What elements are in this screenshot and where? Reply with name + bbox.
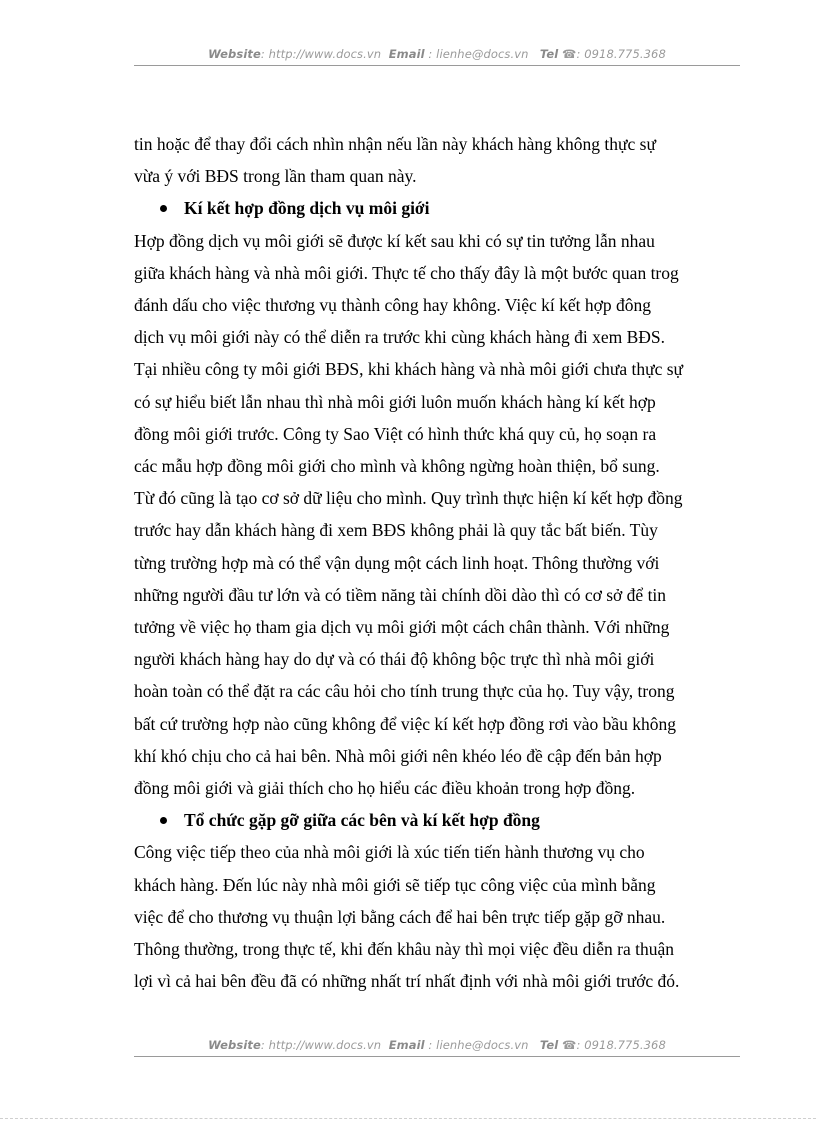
footer-email-value: : lienhe@docs.vn [424, 1038, 529, 1052]
text-line: khách hàng. Đến lúc này nhà môi giới sẽ tiếp tục công việc của mình bằng [134, 874, 656, 895]
section-paragraph-contract [134, 225, 740, 805]
text-line: việc để cho thương vụ thuận lợi bằng cách để hai bên trực tiếp gặp gỡ nhau. [134, 906, 666, 927]
text-line: có sự hiểu biết lẫn nhau thì nhà môi giới luôn muốn khách hàng kí kết hợp [134, 391, 656, 412]
header-website-label: Website [208, 47, 261, 61]
text-line: tưởng về việc họ tham gia dịch vụ môi giới một cách chân thành. Với những [134, 617, 670, 638]
text-line: dịch vụ môi giới này có thể diễn ra trước khi cùng khách hàng đi xem BĐS. [134, 327, 666, 348]
bullet-icon [160, 817, 167, 824]
document-body [134, 128, 740, 997]
bullet-icon [160, 205, 167, 212]
text-line: bất cứ trường hợp nào cũng không để việc kí kết hợp đồng rơi vào bầu không [134, 713, 676, 734]
heading-text: Tổ chức gặp gỡ giữa các bên và kí kết hợp đồng [184, 810, 540, 831]
page-break-divider [0, 1118, 816, 1119]
footer-tel-label: Tel [539, 1038, 559, 1052]
page-header [134, 47, 740, 66]
section-heading-contract [134, 192, 740, 224]
text-line: những người đầu tư lớn và có tiềm năng tài chính dồi dào thì có cơ sở để tin [134, 584, 667, 605]
text-line: hoàn toàn có thể đặt ra các câu hỏi cho tính trung thực của họ. Tuy vậy, trong [134, 681, 675, 702]
footer-tel-value: : 0918.775.368 [576, 1038, 666, 1052]
header-website-value: : http://www.docs.vn [260, 47, 382, 61]
text-line: Công việc tiếp theo của nhà môi giới là xúc tiến tiến hành thương vụ cho [134, 842, 645, 863]
phone-icon: ☎ [562, 47, 577, 61]
text-line: giữa khách hàng và nhà môi giới. Thực tế cho thấy đây là một bước quan trog [134, 262, 679, 283]
intro-line: vừa ý với BĐS trong lần tham quan này. [134, 166, 417, 187]
text-line: đồng môi giới trước. Công ty Sao Việt có hình thức khá quy củ, họ soạn ra [134, 423, 657, 444]
footer-website-value: : http://www.docs.vn [260, 1038, 382, 1052]
heading-text: Kí kết hợp đồng dịch vụ môi giới [184, 198, 430, 219]
text-line: các mẫu hợp đồng môi giới cho mình và không ngừng hoàn thiện, bổ sung. [134, 456, 660, 477]
footer-email-label: Email [388, 1038, 425, 1052]
phone-icon: ☎ [562, 1038, 577, 1052]
text-line: Từ đó cũng là tạo cơ sở dữ liệu cho mình. Quy trình thực hiện kí kết hợp đồng [134, 488, 683, 509]
header-tel-value: : 0918.775.368 [576, 47, 666, 61]
text-line: đồng môi giới và giải thích cho họ hiểu các điều khoản trong hợp đồng. [134, 778, 636, 799]
intro-line: tin hoặc để thay đổi cách nhìn nhận nếu lần này khách hàng không thực sự [134, 134, 656, 154]
text-line: Hợp đồng dịch vụ môi giới sẽ được kí kết sau khi có sự tin tưởng lẫn nhau [134, 230, 655, 251]
footer-website-label: Website [208, 1038, 261, 1052]
header-tel-label: Tel [539, 47, 559, 61]
text-line: từng trường hợp mà có thể vận dụng một cách linh hoạt. Thông thường với [134, 552, 660, 573]
page-footer [134, 1038, 740, 1057]
text-line: lợi vì cả hai bên đều đã có những nhất trí nhất định với nhà môi giới trước đó. [134, 971, 680, 992]
section-heading-meeting [134, 804, 740, 836]
header-email-label: Email [388, 47, 425, 61]
text-line: Tại nhiều công ty môi giới BĐS, khi khách hàng và nhà môi giới chưa thực sự [134, 359, 684, 380]
text-line: khí khó chịu cho cả hai bên. Nhà môi giới nên khéo léo đề cập đến bản hợp [134, 745, 662, 766]
text-line: đánh dấu cho việc thương vụ thành công hay không. Việc kí kết hợp đông [134, 295, 652, 316]
text-line: người khách hàng hay do dự và có thái độ không bộc trực thì nhà môi giới [134, 649, 655, 670]
header-email-value: : lienhe@docs.vn [424, 47, 529, 61]
text-line: trước hay dẫn khách hàng đi xem BĐS không phải là quy tắc bất biến. Tùy [134, 520, 658, 541]
section-paragraph-meeting [134, 836, 740, 997]
text-line: Thông thường, trong thực tế, khi đến khâu này thì mọi việc đều diễn ra thuận [134, 939, 674, 960]
